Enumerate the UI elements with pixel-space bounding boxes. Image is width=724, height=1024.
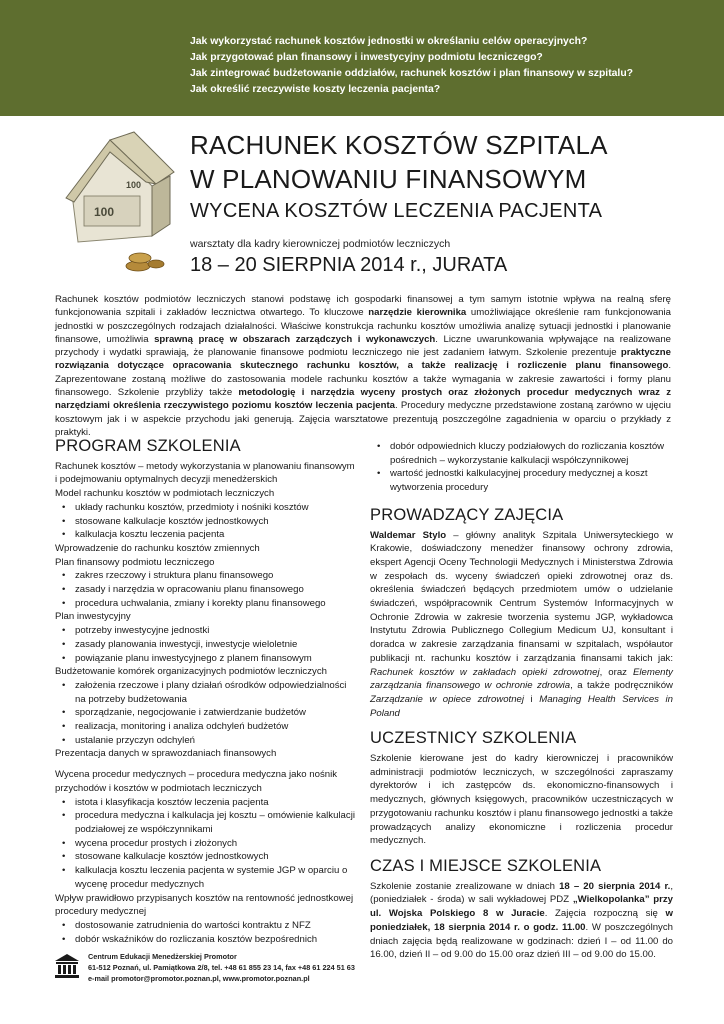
program-topic: Prezentacja danych w sprawozdaniach finansowych bbox=[55, 748, 277, 760]
list-item: • kalkulacja kosztu leczenia pacjenta w systemie JGP w oparciu o wycenę procedur medycznych bbox=[55, 864, 355, 891]
program-list bbox=[55, 569, 355, 610]
program-topic: Wprowadzenie do rachunku kosztów zmiennych bbox=[55, 542, 260, 554]
trainer-name: Waldemar Stylo bbox=[370, 529, 447, 541]
svg-text:100: 100 bbox=[126, 180, 142, 190]
list-item: • założenia rzeczowe i plany działań ośrodków odpowiedzialności na potrzeby budżetowania bbox=[55, 679, 355, 706]
intro-paragraph bbox=[55, 293, 671, 439]
list-item: • ustalanie przyczyn odchyleń bbox=[55, 734, 355, 748]
page-subtitle: WYCENA KOSZTÓW LECZENIA PACJENTA bbox=[190, 200, 603, 222]
list-item: • zasady i narzędzia w opracowaniu planu finansowego bbox=[55, 583, 355, 597]
spacer bbox=[55, 761, 355, 768]
list-item: • dobór wskaźników do rozliczania kosztów bezpośrednich bbox=[55, 933, 355, 947]
question-item: Jak określić rzeczywiste koszty leczenia pacjenta? bbox=[190, 84, 441, 95]
trainer-text: – główny analityk Szpitala Uniwersyteckiego w Krakowie, doświadczony menedżer finansowy ochrony zdrowia, ekspert Agencji Oceny Technologii Medycznych i Ministerstwa Zdrowia w zespołach ds. wyceny świadczeń opieki zdrowotnej oraz ds. określenia świadczeń będących przedmiotem umów o udzielanie świadczeń, współpracownik Centrum Systemów Informacyjnych w Ochronie Zdrowia w zakresie tworzenia systemu JGP, wykładowca Instytutu Zdrowia Publicznego Collegium Medicum UJ, konsultant i doradca w zakresie zarządzania finansami w szpitalach, współautor publikacji nt. rachunku kosztów i zarządzania finansami takich jak: bbox=[370, 529, 673, 664]
list-item: • procedura uchwalania, zmiany i korekty planu finansowego bbox=[55, 597, 355, 611]
intro-text: umożliwiające określenie ram funkcjonowania jednostki w poszczególnych rodzajach działalności. Właściwe konstrukcja rachunku kosztów umożliwia analizę sytuacji jednostki i planowanie finansowe, umożliwia bbox=[55, 307, 671, 345]
list-item: • wartość jednostki kalkulacyjnej procedury medycznej a koszt wytworzenia procedury bbox=[370, 467, 673, 494]
participants-text: Szkolenie kierowane jest do kadry kierowniczej i pracowników administracji podmiotów leczniczych, w szczególności zapraszamy dyrektorów i ich zastępców ds. ekonomiczno-finansowych i medycznych, głównych księgowych, pracowników uczestniczących w przygotowaniu rachunku kosztów i planu finansowego jednostki a także prowadzących analizy ekonomiczne i rozliczenia procedur medycznych. bbox=[370, 753, 673, 847]
key-questions bbox=[190, 34, 633, 98]
list-item: • układy rachunku kosztów, przedmioty i nośniki kosztów bbox=[55, 501, 355, 515]
right-column bbox=[370, 440, 673, 962]
list-item: • stosowane kalkulacje kosztów jednostkowych bbox=[55, 850, 355, 864]
program-list bbox=[55, 501, 355, 542]
title-line-2: W PLANOWANIU FINANSOWYM bbox=[190, 164, 587, 194]
trainer-text: , oraz bbox=[599, 666, 633, 678]
participants-heading: UCZESTNICY SZKOLENIA bbox=[370, 729, 577, 748]
venue-bold: „Wielkopolanka” przy ul. Wojska Polskiego 8 w Juracie bbox=[370, 894, 673, 920]
intro-text: . Procedury medyczne przedstawione zostaną zarówno w ujęciu kosztowym jak i w aspekcie przychodu jaki generują. Zajęcia warsztatowe prezentują poszczególne zagadnienia w oparciu o przykłady z praktyki. bbox=[55, 400, 672, 438]
venue-bold: w poniedziałek, 18 sierpnia 2014 r. o godz. 11.00 bbox=[370, 908, 673, 933]
program-list bbox=[55, 796, 355, 892]
program-heading: PROGRAM SZKOLENIA bbox=[55, 437, 241, 455]
publication-title: Rachunek kosztów w zakładach opieki zdrowotnej bbox=[370, 666, 600, 678]
intro-text: . Zaprezentowane zostaną możliwe do zastosowania modele rachunku kosztów a także wymagania w zakresie zawartości i formy planu finansowego. Szkolenie przybliży także bbox=[55, 360, 671, 399]
question-item: Jak przygotować plan finansowy i inwestycyjny podmiotu leczniczego? bbox=[190, 52, 543, 63]
header-banner bbox=[0, 0, 724, 116]
program-topic: Plan inwestycyjny bbox=[55, 611, 131, 623]
program-list bbox=[55, 679, 355, 748]
list-item: • istota i klasyfikacja kosztów leczenia pacjenta bbox=[55, 796, 355, 810]
program-topic: Budżetowanie komórek organizacyjnych podmiotów leczniczych bbox=[55, 666, 327, 678]
list-item: • stosowane kalkulacje kosztów jednostkowych bbox=[55, 515, 355, 529]
page-title bbox=[190, 128, 710, 196]
list-item: • potrzeby inwestycyjne jednostki bbox=[55, 624, 355, 638]
list-item: • dobór odpowiednich kluczy podziałowych do rozliczania kosztów pośrednich – wykorzystanie kalkulacji współczynnikowej bbox=[370, 440, 673, 467]
audience-line: warsztaty dla kadry kierowniczej podmiotów leczniczych bbox=[190, 238, 451, 250]
footer-org: Centrum Edukacji Menedżerskiej Promotor bbox=[88, 952, 237, 961]
program-topic: Wycena procedur medycznych – procedura medyczna jako nośnik przychodów i kosztów w podmiotach leczniczych bbox=[55, 769, 338, 794]
intro-bold: metodologię i narzędzia wyceny prostych oraz złożonych procedur medycznych wraz z narzędziami określenia rzeczywistego poziomu kosztów leczenia pacjenta bbox=[55, 387, 671, 412]
title-line-1: RACHUNEK KOSZTÓW SZPITALA bbox=[190, 130, 608, 160]
program-topic: Rachunek kosztów – metody wykorzystania w planowaniu finansowym i podejmowaniu optymalnych decyzji menedżerskich bbox=[55, 460, 355, 486]
venue-heading: CZAS I MIEJSCE SZKOLENIA bbox=[370, 856, 602, 875]
list-item: • wycena procedur prostych i złożonych bbox=[55, 837, 355, 851]
trainer-text: i bbox=[524, 693, 540, 705]
list-item: • zakres rzeczowy i struktura planu finansowego bbox=[55, 569, 355, 583]
list-item: • zasady planowania inwestycji, inwestycje wieloletnie bbox=[55, 638, 355, 652]
trainer-text: , a także podręczników bbox=[570, 680, 673, 692]
publication-title: Managing Health Services in Poland bbox=[370, 693, 673, 719]
list-item: • dostosowanie zatrudnienia do wartości kontraktu z NFZ bbox=[55, 919, 355, 933]
intro-bold: narzędzie kierownika bbox=[368, 307, 467, 319]
venue-part: . W poszczególnych dniach zajęcia będą realizowane w godzinach: dzień I – od 11.00 do 16.00, dzień II – od 9.00 do 15.00 oraz dzień III – od 9.00 do 15.00. bbox=[370, 921, 673, 961]
intro-text: Rachunek kosztów podmiotów leczniczych stanowi podstawę ich gospodarki finansowej a tym samym istotnie wpływa na realną sferę funkcjonowania szpitali i zakładów lecznictwa otwartego. To kluczowe bbox=[55, 294, 671, 319]
program-list bbox=[55, 624, 355, 665]
venue-part: , (poniedziałek - środa) w sali wykładowej PDZ bbox=[370, 880, 673, 906]
venue-bold: 18 – 20 sierpnia 2014 r. bbox=[559, 880, 671, 892]
venue-part: . Zajęcia rozpoczną się bbox=[544, 908, 666, 920]
publication-title: Zarządzanie w opiece zdrowotnej bbox=[370, 693, 525, 705]
intro-text: . Liczne uwarunkowania wpływające na realizowane przychody i wydatki sprawiają, że planowanie finansowe podmiotu leczniczego nie jest zadaniem łatwym. Szkolenie prezentuje bbox=[55, 333, 672, 359]
list-item: • powiązanie planu inwestycyjnego z planem finansowym bbox=[55, 652, 355, 666]
program-topic: Wpływ prawidłowo przypisanych kosztów na rentowność jednostkowej procedury medycznej bbox=[55, 892, 354, 918]
list-item: • realizacja, monitoring i analiza odchyleń budżetów bbox=[55, 720, 355, 734]
venue-part: Szkolenie zostanie zrealizowane w dniach bbox=[370, 880, 560, 892]
program-topic: Model rachunku kosztów w podmiotach leczniczych bbox=[55, 488, 275, 500]
list-item: • kalkulacja kosztu leczenia pacjenta bbox=[55, 528, 355, 542]
program-section bbox=[55, 437, 355, 946]
program-list bbox=[370, 440, 673, 495]
list-item: • sporządzanie, negocjowanie i zatwierdzanie budżetów bbox=[55, 706, 355, 720]
program-continued bbox=[370, 440, 673, 495]
intro-bold: sprawną pracę w obszarach zarządczych i wykonawczych bbox=[154, 333, 436, 345]
footer bbox=[88, 951, 355, 984]
trainer-bio bbox=[370, 529, 673, 721]
question-item: Jak wykorzystać rachunek kosztów jednostki w określaniu celów operacyjnych? bbox=[190, 36, 588, 47]
svg-text:100: 100 bbox=[94, 205, 115, 219]
footer-contact: e-mail promotor@promotor.poznan.pl, www.promotor.poznan.pl bbox=[88, 974, 310, 983]
program-list bbox=[55, 919, 355, 946]
trainer-heading: PROWADZĄCY ZAJĘCIA bbox=[370, 505, 564, 524]
program-topic: Plan finansowy podmiotu leczniczego bbox=[55, 556, 215, 568]
question-item: Jak zintegrować budżetowanie oddziałów, rachunek kosztów i plan finansowy w szpitalu? bbox=[190, 68, 634, 79]
publication-title: Elementy zarządzania finansowego w ochronie zdrowia bbox=[370, 666, 673, 692]
venue-text bbox=[370, 880, 673, 962]
footer-address: 61-512 Poznań, ul. Pamiątkowa 2/8, tel. +48 61 855 23 14, fax +48 61 224 51 63 bbox=[88, 963, 355, 972]
list-item: • procedura medyczna i kalkulacja jej kosztu – omówienie kalkulacji podziałowej ze współczynnikami bbox=[55, 809, 355, 836]
intro-bold: praktyczne rozwiązania dotyczące opracowania skutecznego rachunku kosztów, a także realizację i rozliczenie planu finansowego bbox=[55, 347, 671, 372]
event-dates: 18 – 20 SIERPNIA 2014 r., JURATA bbox=[190, 254, 508, 276]
building-columns-icon bbox=[54, 953, 80, 979]
money-house-icon bbox=[52, 124, 180, 274]
